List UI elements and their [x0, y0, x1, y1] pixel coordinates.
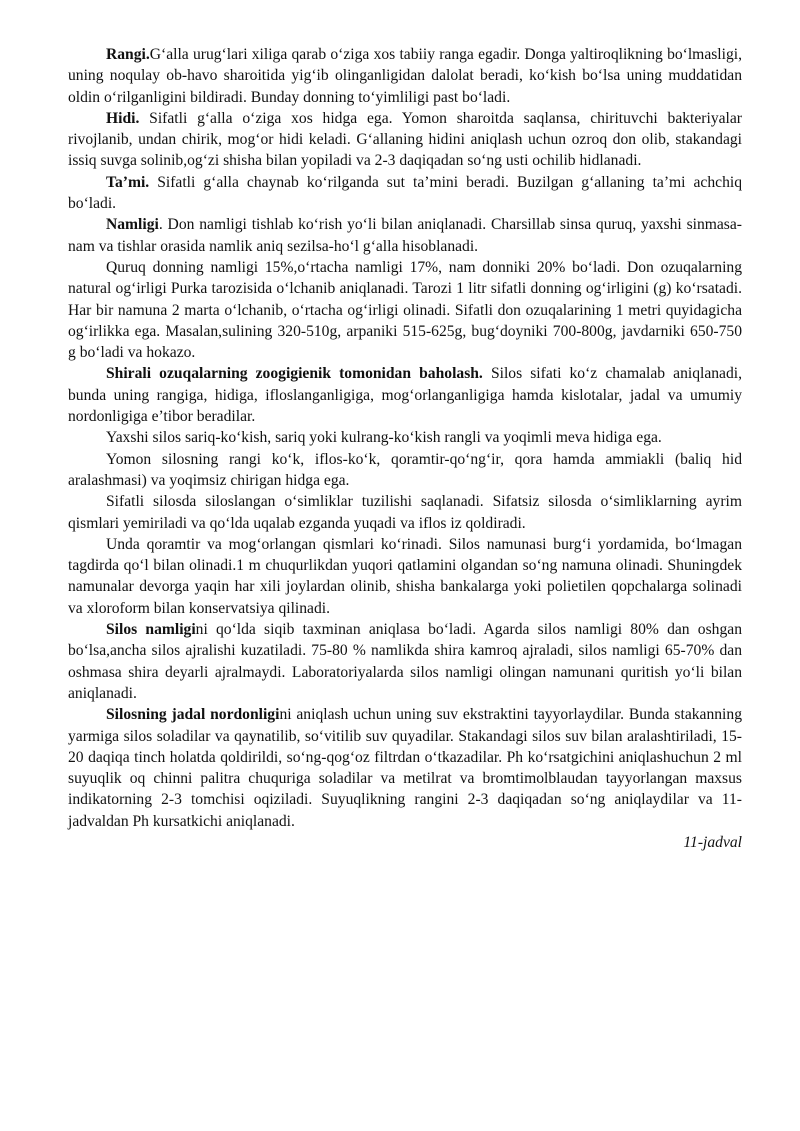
text-sifatli-silos: Sifatli silosda siloslangan o‘simliklar tuzilishi saqlanadi. Sifatsiz silosda o‘simliklarning ayrim qismlari yemiriladi va qo‘lda uqalab ezganda yuqadi va iflos iz qoldiradi. — [68, 493, 742, 532]
text-shirali-ozuqalar: Silos sifati ko‘z chamalab aniqlanadi, bunda uning rangiga, hidiga, ifloslanganligiga, mog‘orlanganligiga hamda kislotalar, jadal va umumiy nordonligiga e’tibor beradilar. — [68, 365, 743, 426]
heading-tami: Ta’mi. — [106, 173, 150, 191]
text-tami: Sifatli g‘alla chaynab ko‘rilganda sut ta’mini beradi. Buzilgan g‘allaning ta’mi achchiq bo‘ladi. — [68, 173, 742, 213]
paragraph-namuna-olish — [68, 534, 742, 619]
text-silos-namligi: ni qo‘lda siqib taxminan aniqlasa bo‘ladi. Agarda silos namligi 80% dan oshgan bo‘lsa,ancha silos ajralishi kuzatiladi. 75-80 % namlikda shira kamroq ajraladi, silos namligi 65-70% dan oshmasa shira deyarli ajralmaydi. Laboratoriyalarda silos namligi olingan namunani quritish yo‘li bilan aniqlanadi. — [68, 621, 742, 702]
table-caption: 11-jadval — [683, 833, 742, 851]
paragraph-silos-namligi — [68, 619, 742, 704]
heading-shirali-ozuqalar: Shirali ozuqalarning zoogigienik tomonidan baholash. — [106, 365, 483, 383]
text-yaxshi-silos: Yaxshi silos sariq-ko‘kish, sariq yoki kulrang-ko‘kish rangli va yoqimli meva hidiga ega. — [106, 429, 662, 447]
text-yomon-silos: Yomon silosning rangi ko‘k, iflos-ko‘k, qoramtir-qo‘ng‘ir, qora hamda ammiakli (baliq hid aralashmasi) va yoqimsiz chirigan hidga ega. — [68, 450, 742, 489]
paragraph-rangi — [68, 44, 742, 108]
paragraph-shirali-ozuqalar — [68, 363, 742, 427]
heading-silos-namligi: Silos namligi — [106, 621, 196, 639]
heading-jadal-nordonligi: Silosning jadal nordonligi — [106, 706, 280, 724]
paragraph-yaxshi-silos — [68, 427, 742, 448]
text-rangi: G‘alla urug‘lari xiliga qarab o‘ziga xos tabiiy ranga egadir. Donga yaltiroqlikning bo‘lmasligi, uning noqulay ob-havo sharoitida yig‘ib olinganligidan dalolat beradi, ko‘kish bo‘lsa uning muddatidan oldin o‘rilganligini bildiradi. Bunday donning to‘yimliligi past bo‘ladi. — [68, 46, 742, 106]
paragraph-yomon-silos — [68, 449, 742, 492]
paragraph-hidi — [68, 108, 742, 172]
heading-rangi: Rangi. — [106, 46, 150, 63]
paragraph-sifatli-silos — [68, 491, 742, 534]
text-quruq-don: Quruq donning namligi 15%,o‘rtacha namligi 17%, nam donniki 20% bo‘ladi. Don ozuqalarning natural og‘irligi Purka tarozisida o‘lchanib aniqlanadi. Tarozi 1 litr sifatli donning og‘irligini (g) ko‘rsatadi. Har bir namuna 2 marta o‘lchanib, o‘rtacha og‘irligi olinadi. Sifatli don ozuqalarining 1 metri quyidagicha og‘irlikka ega. Masalan,sulining 320-510g, arpaniki 515-625g, bug‘doyniki 700-800g, javdarniki 650-750 g bo‘ladi va hokazo. — [68, 258, 742, 362]
heading-namligi: Namligi — [106, 216, 159, 234]
paragraph-jadal-nordonligi — [68, 704, 742, 832]
heading-hidi: Hidi. — [106, 109, 140, 127]
text-namuna-olish: Unda qoramtir va mog‘orlangan qismlari ko‘rinadi. Silos namunasi burg‘i yordamida, bo‘lmagan tagdirda qo‘l bilan olinadi.1 m chuqurlikdan yuqori qatlamini olgandan so‘ng namuna olinadi. Shuningdek namunalar devorga yaqin har xili joylardan olinib, shisha bankalarga yoki polietilen qopchalarga solinadi va xloroform bilan konservatsiya qilinadi. — [68, 535, 742, 617]
text-namligi: . Don namligi tishlab ko‘rish yo‘li bilan aniqlanadi. Charsillab sinsa quruq, yaxshi sinmasa-nam va tishlar orasida namlik aniq sezilsa-ho‘l g‘alla hisoblanadi. — [68, 216, 742, 255]
paragraph-namligi — [68, 214, 742, 257]
text-jadal-nordonligi: ni aniqlash uchun uning suv ekstraktini tayyorlaydilar. Bunda stakanning yarmiga silos soladilar va qaynatilib, so‘vitilib suv quyadilar. Stakandagi silos suv bilan aralashtiriladi, 15-20 daqiqa tinch holatda qoldirildi, so‘ng-qog‘oz filtrdan o‘tkazadilar. Ph ko‘rsatgichini aniqlashuchun 2 ml suyuqlik oq chinni palitra chuquriga soladilar va metilrat va bromtimolblaudan tayyorlangan maxsus indikatorning 2-3 tomchisi oqiziladi. Suyuqlikning rangini 2-3 daqiqadan so‘ng aniqlaydilar va 11- jadvaldan Ph kursatkichi aniqlanadi. — [68, 706, 742, 830]
text-hidi: Sifatli g‘alla o‘ziga xos hidga ega. Yomon sharoitda saqlansa, chirituvchi bakteriyalar rivojlanib, undan chirik, mog‘or hidi keladi. G‘allaning hidini aniqlash uchun ozroq don olib, stakandagi issiq suvga solinib,og‘zi shisha bilan yopiladi va 2-3 daqiqadan so‘ng usti ochilib hidlanadi. — [68, 109, 742, 170]
paragraph-tami — [68, 172, 742, 215]
paragraph-quruq-don — [68, 257, 742, 363]
